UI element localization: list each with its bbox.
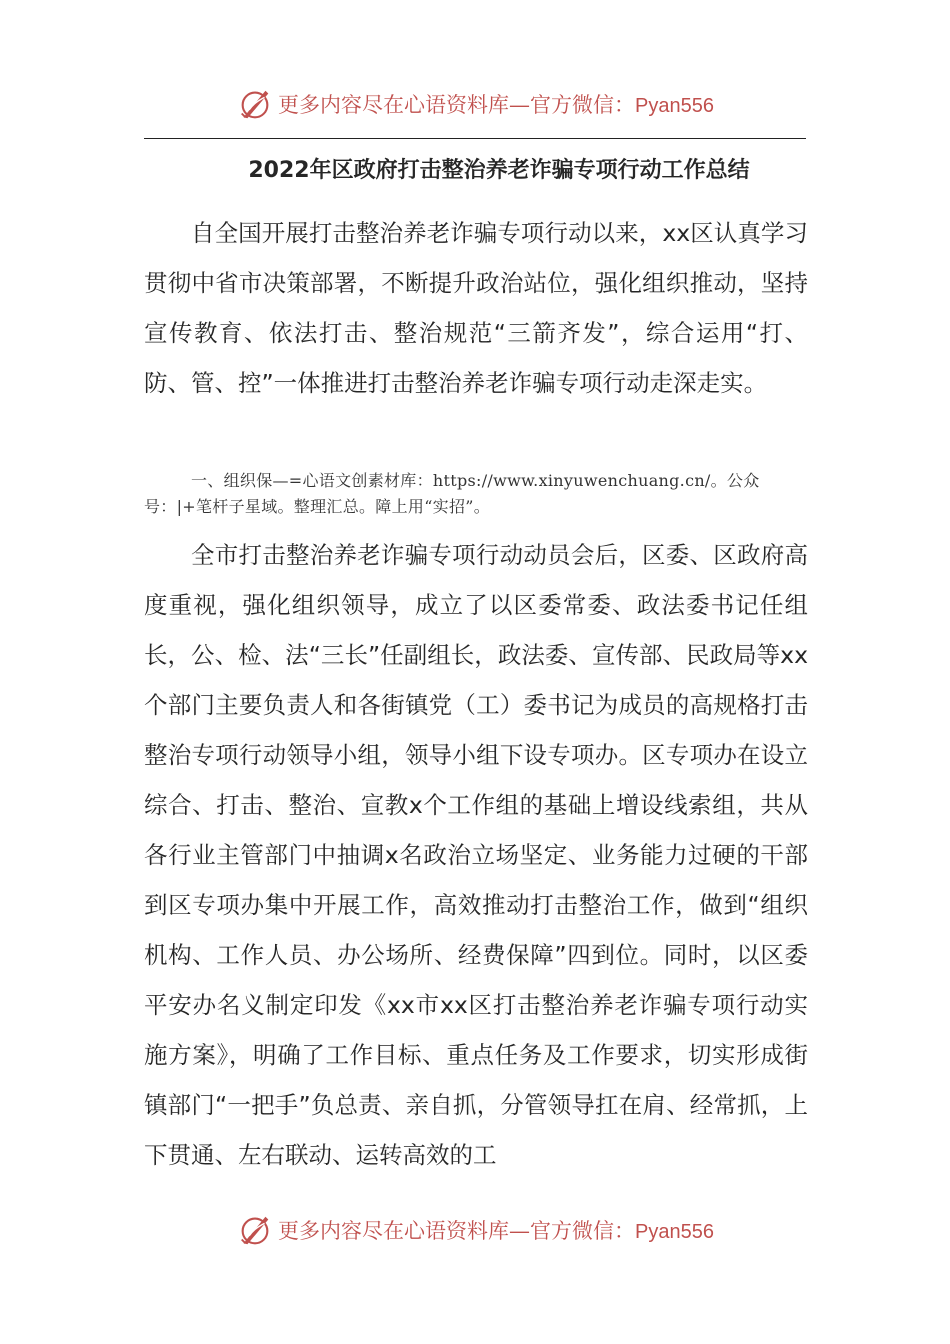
header-wechat-id: Pyan556 bbox=[635, 95, 714, 117]
header-banner bbox=[0, 82, 950, 126]
paragraph-intro: 自全国开展打击整治养老诈骗专项行动以来，xx区认真学习贯彻中省市决策部署，不断提升政治站位，强化组织推动，坚持宣传教育、依法打击、整治规范“三箭齐发”，综合运用“打、防、管、控”一体推进打击整治养老诈骗专项行动走深走实。 bbox=[144, 219, 808, 397]
paragraph-organization: 全市打击整治养老诈骗专项行动动员会后，区委、区政府高度重视，强化组织领导，成立了以区委常委、政法委书记任组长，公、检、法“三长”任副组长，政法委、宣传部、民政局等xx个部门主要负责人和各街镇党（工）委书记为成员的高规格打击整治专项行动领导小组，领导小组下设专项办。区专项办在设立综合、打击、整治、宣教x个工作组的基础上增设线索组，共从各行业主管部门中抽调x名政治立场坚定、业务能力过硬的干部到区专项办集中开展工作，高效推动打击整治工作，做到“组织机构、工作人员、办公场所、经费保障”四到位。同时，以区委平安办名义制定印发《xx市xx区打击整治养老诈骗专项行动实施方案》，明确了工作目标、重点任务及工作要求，切实形成街镇部门“一把手”负总责、亲自抓，分管领导扛在肩、经常抓，上下贯通、左右联动、运转高效的工 bbox=[144, 541, 808, 1169]
header-divider bbox=[144, 138, 806, 139]
footer-banner-text: 更多内容尽在心语资料库—官方微信： bbox=[278, 1219, 636, 1243]
quill-logo-icon bbox=[236, 1211, 274, 1249]
document-title: 2022年区政府打击整治养老诈骗专项行动工作总结 bbox=[248, 158, 750, 183]
header-banner-text: 更多内容尽在心语资料库—官方微信： bbox=[278, 93, 636, 117]
quill-logo-icon bbox=[236, 85, 274, 123]
footer-banner bbox=[0, 1208, 950, 1252]
footer-wechat-id: Pyan556 bbox=[635, 1221, 714, 1243]
section-heading-note: 一、组织保—=心语文创素材库：https://www.xinyuwenchuang.cn/。公众号：|+笔杆子星域。整理汇总。障上用“实招”。 bbox=[144, 471, 760, 516]
